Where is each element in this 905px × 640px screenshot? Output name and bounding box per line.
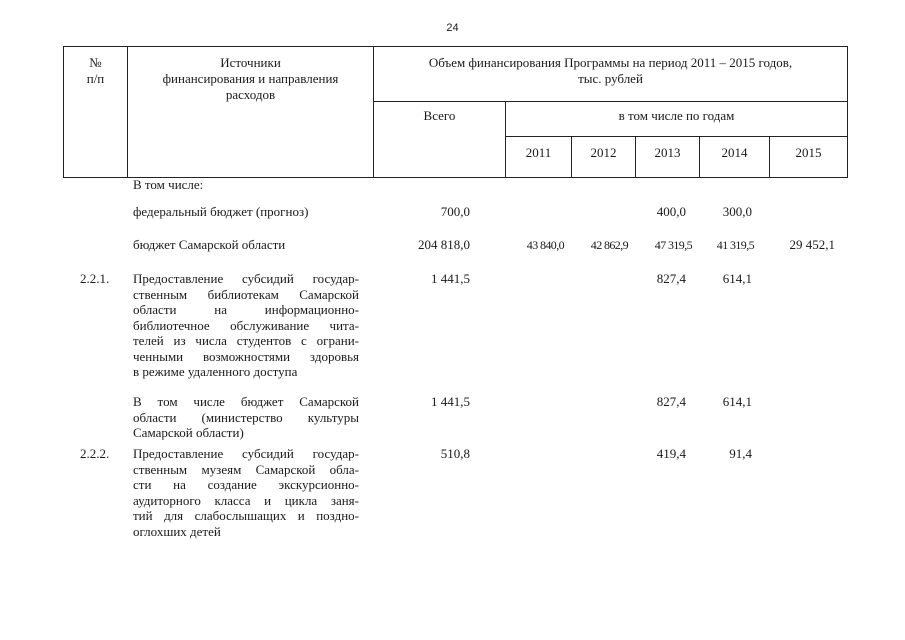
federal-2014: 300,0 <box>722 204 752 219</box>
header-total: Всего <box>374 102 506 178</box>
header-year-2014: 2014 <box>700 137 770 178</box>
item-2-2-1-line: области на информационно- <box>133 302 359 317</box>
page-number: 24 <box>446 22 459 34</box>
item-2-2-2-2014: 91,4 <box>729 446 752 461</box>
item-2-2-2-2013: 419,4 <box>656 446 686 461</box>
item-2-2-1-line: ченными возможностями здоровья <box>133 348 359 364</box>
item-2-2-1-line: в режиме удаленного доступа <box>133 364 298 379</box>
item-2-2-1-sub-2013: 827,4 <box>656 394 686 409</box>
header-year-2012: 2012 <box>572 137 636 178</box>
item-2-2-1-sub-description <box>133 394 359 441</box>
item-2-2-1-sub-line: области (министерство культуры <box>133 409 359 425</box>
header-year-2013: 2013 <box>636 137 700 178</box>
item-2-2-2-number: 2.2.2. <box>80 446 110 461</box>
item-2-2-1-2013: 827,4 <box>656 271 686 286</box>
item-2-2-1-total: 1 441,5 <box>431 271 470 286</box>
header-source-line1: Источники <box>220 55 281 70</box>
item-2-2-1-sub-line: Самарской области) <box>133 425 244 440</box>
header-funding-line2: тыс. рублей <box>578 71 643 86</box>
item-2-2-1-sub-2014: 614,1 <box>722 394 752 409</box>
item-2-2-2-line: тий для слабослышащих и поздно- <box>133 508 359 523</box>
header-number-line2: п/п <box>86 71 105 86</box>
federal-budget-label: федеральный бюджет (прогноз) <box>133 204 309 219</box>
item-2-2-1-sub-line: В том числе бюджет Самарской <box>133 394 359 409</box>
regional-2014: 41 319,5 <box>716 238 754 252</box>
item-2-2-1-line: библиотечное обслуживание чита- <box>133 317 359 333</box>
item-2-2-2-line: ственным музеям Самарской обла- <box>133 461 359 477</box>
item-2-2-1-description <box>133 271 359 380</box>
regional-total: 204 818,0 <box>418 237 470 252</box>
item-2-2-2-line: оглохших детей <box>133 523 221 539</box>
federal-total: 700,0 <box>440 204 470 219</box>
federal-2013: 400,0 <box>656 204 686 219</box>
item-2-2-1-sub-total: 1 441,5 <box>431 394 470 409</box>
header-source-line2: финансирования и направления <box>162 71 339 86</box>
header-including-years: в том числе по годам <box>506 102 848 137</box>
item-2-2-1-line: телей из числа студентов с ограни- <box>133 333 359 348</box>
item-2-2-2-description <box>133 446 359 539</box>
regional-2013: 47 319,5 <box>654 238 692 252</box>
regional-2012: 42 862,9 <box>590 238 628 252</box>
header-source-line3: расходов <box>225 87 276 102</box>
item-2-2-1-line: ственным библиотекам Самарской <box>133 286 359 302</box>
item-2-2-2-total: 510,8 <box>440 446 470 461</box>
including-label: В том числе: <box>133 177 204 192</box>
item-2-2-2-line: аудиторного класса и цикла заня- <box>133 492 359 508</box>
header-year-2011: 2011 <box>506 137 572 178</box>
item-2-2-2-line: Предоставление субсидий государ- <box>133 446 359 461</box>
header-year-2015: 2015 <box>770 137 848 178</box>
regional-2011: 43 840,0 <box>526 238 564 252</box>
item-2-2-1-line: Предоставление субсидий государ- <box>133 271 359 286</box>
item-2-2-1-number: 2.2.1. <box>80 271 110 286</box>
header-number-line1: № <box>89 55 102 70</box>
regional-budget-label: бюджет Самарской области <box>133 237 286 252</box>
item-2-2-1-2014: 614,1 <box>722 271 752 286</box>
regional-2015: 29 452,1 <box>789 237 835 252</box>
item-2-2-2-line: сти на создание экскурсионно- <box>133 477 359 492</box>
header-funding-line1: Объем финансирования Программы на период 2011 – 2015 годов, <box>428 55 793 70</box>
